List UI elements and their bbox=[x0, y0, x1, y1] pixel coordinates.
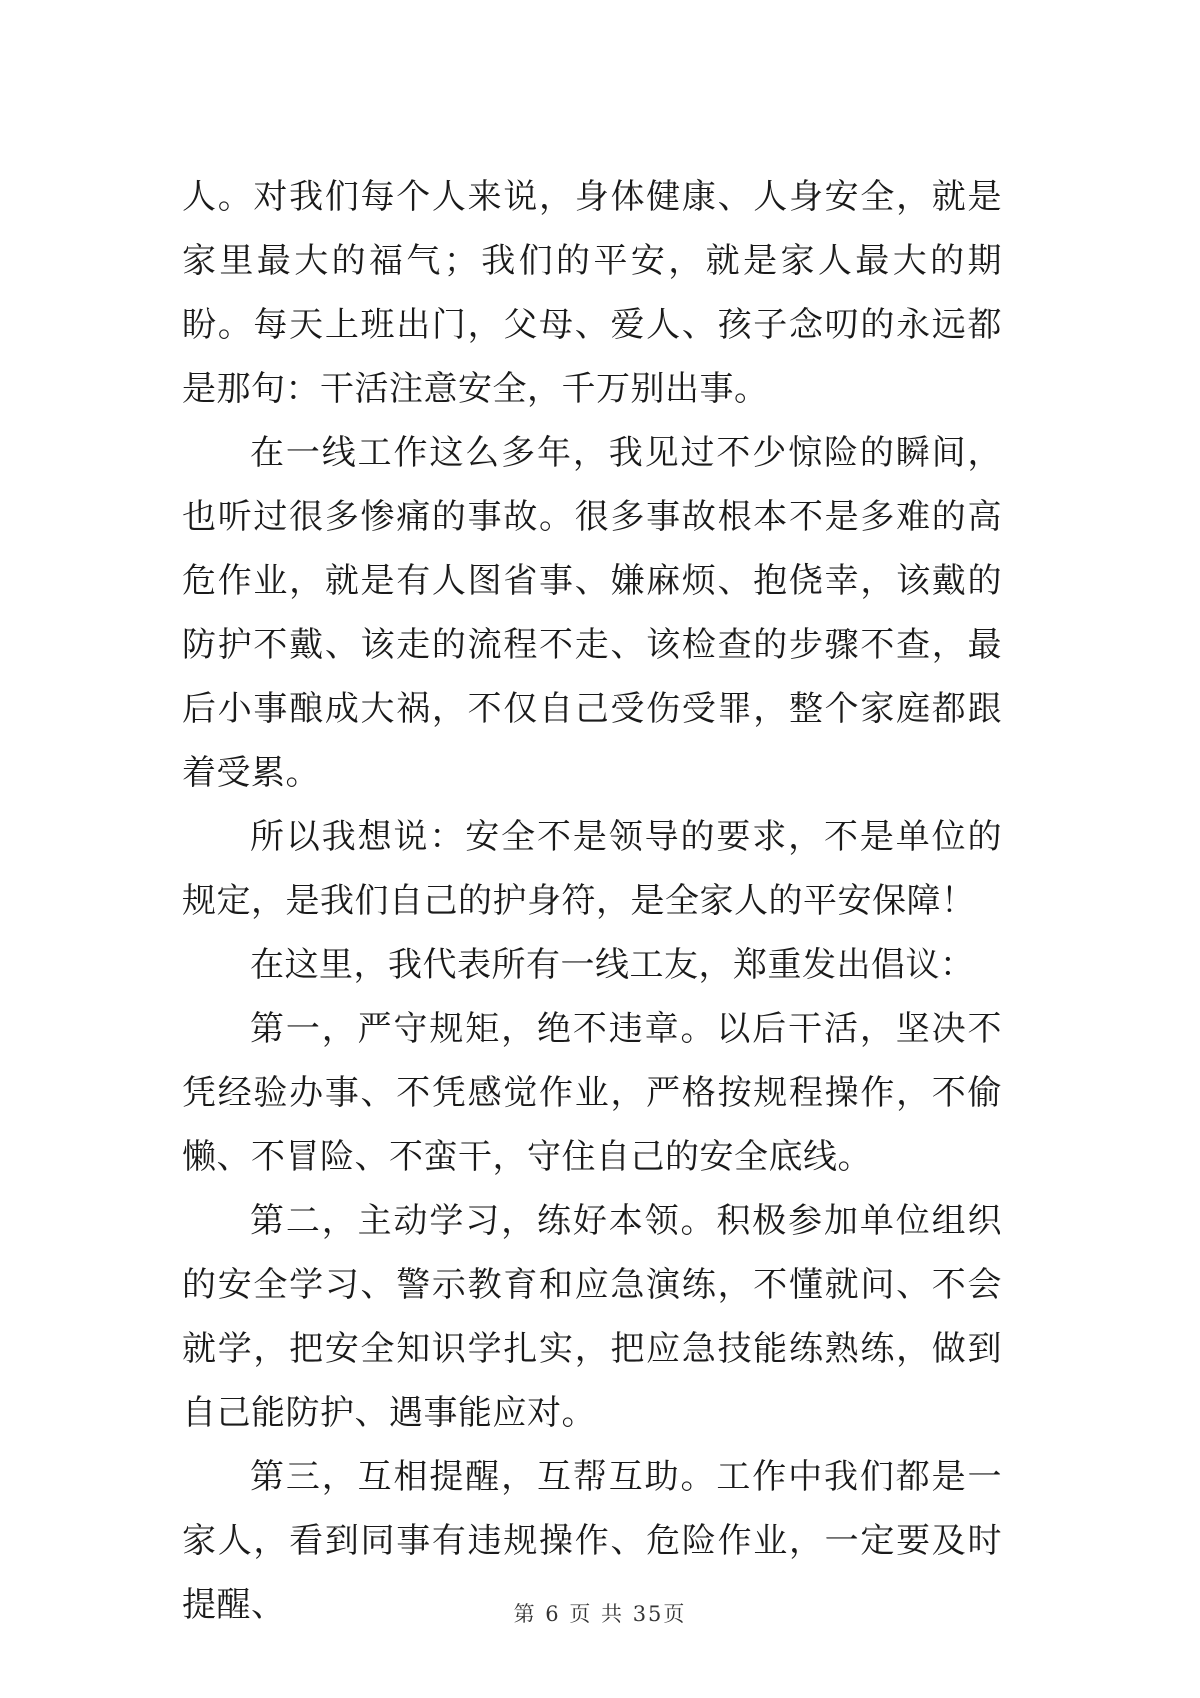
paragraph-6: 第二，主动学习，练好本领。积极参加单位组织的安全学习、警示教育和应急演练，不懂就问、不会就学，把安全知识学扎实，把应急技能练熟练，做到自己能防护、遇事能应对。 bbox=[182, 1201, 1002, 1433]
body-text bbox=[182, 165, 1002, 1637]
paragraph-3: 所以我想说：安全不是领导的要求，不是单位的规定，是我们自己的护身符，是全家人的平安保障！ bbox=[182, 817, 1002, 921]
footer-total-pages: 35 bbox=[632, 1602, 664, 1626]
paragraph-1: 人。对我们每个人来说，身体健康、人身安全，就是家里最大的福气；我们的平安，就是家人最大的期盼。每天上班出门，父母、爱人、孩子念叨的永远都是那句：干活注意安全，千万别出事。 bbox=[182, 177, 1002, 409]
footer-page-number: 6 bbox=[545, 1602, 561, 1626]
footer-prefix: 第 bbox=[513, 1602, 537, 1626]
paragraph-2: 在一线工作这么多年，我见过不少惊险的瞬间，也听过很多惨痛的事故。很多事故根本不是多难的高危作业，就是有人图省事、嫌麻烦、抱侥幸，该戴的防护不戴、该走的流程不走、该检查的步骤不查，最后小事酿成大祸，不仅自己受伤受罪，整个家庭都跟着受累。 bbox=[182, 433, 1002, 793]
paragraph-7: 第三，互相提醒，互帮互助。工作中我们都是一家人，看到同事有违规操作、危险作业，一定要及时提醒、 bbox=[182, 1457, 1002, 1625]
page-footer bbox=[0, 1598, 1200, 1628]
footer-middle: 页 共 bbox=[569, 1602, 624, 1626]
paragraph-5: 第一，严守规矩，绝不违章。以后干活，坚决不凭经验办事、不凭感觉作业，严格按规程操作，不偷懒、不冒险、不蛮干，守住自己的安全底线。 bbox=[182, 1009, 1002, 1177]
footer-suffix: 页 bbox=[663, 1602, 687, 1626]
paragraph-4: 在这里，我代表所有一线工友，郑重发出倡议： bbox=[250, 945, 975, 985]
